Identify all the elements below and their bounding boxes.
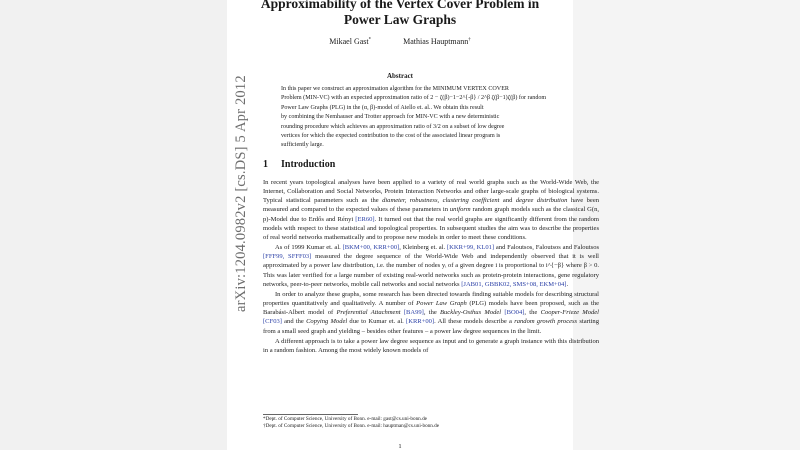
paragraph <box>263 290 599 336</box>
citation-link[interactable]: [CF03] <box>263 318 282 326</box>
text-run: and Faloutsos, Faloutsos and Faloutsos <box>494 244 600 252</box>
text-run: and <box>499 197 516 205</box>
section-title: Introduction <box>281 159 336 170</box>
text-run: measured the degree sequence of the World-Wide Web and independently observed that it is well approximated by a power law distribution, i.e. the number of nodes yᵢ of a given degree i is proportional to i^{−β} where β > 0. This was later verified for a large number of existing real-world networks such as protein-protein interactions, gene regulatory networks, peer-to-peer networks, mobile call networks and social networks <box>263 253 600 288</box>
author-1: Mikael Gast* <box>329 37 372 46</box>
paragraph <box>263 243 599 289</box>
emphasis-text: Cooper-Frieze Model <box>540 309 599 317</box>
citation-link[interactable]: [JAB01, GBBK02, SMS+08, EKM+04] <box>461 280 567 288</box>
text-run: starting from a small seed graph and yielding – besides other features – a power law degree sequences in the limit. <box>263 318 599 335</box>
section-heading <box>263 159 335 170</box>
text-run: . It turned out that the real world graphs are significantly different from the random models with respect to these statistical and topological properties. In subsequent studies the aim was to describe the properties of real world networks mathematically and to propose new models in order to meet these conditions. <box>263 215 599 241</box>
emphasis-text: diameter, robustness, clustering coefficient <box>382 197 500 205</box>
pdf-page <box>227 0 600 450</box>
text-run: . <box>566 280 569 288</box>
text-run: In order to analyze these graphs, some research has been directed towards finding suitable models for describing structural properties quantitatively and qualitatively. A number of <box>263 290 599 308</box>
text-run: As of 1999 Kumar et. al. <box>275 244 343 252</box>
text-run: , the <box>524 309 541 317</box>
abstract-line: sufficiently large. <box>281 142 324 149</box>
citation-link[interactable]: [KRR+00] <box>406 318 435 326</box>
abstract-line: rounding procedure which achieves an approximation ratio of 3/2 on a subset of low degree <box>281 123 505 130</box>
text-run: (PLG) models have been proposed, such as the Barabási-Albert model of <box>263 300 600 317</box>
text-run: , Kleinberg et. al. <box>399 244 447 252</box>
emphasis-text: Buckley-Osthus Model <box>440 309 502 317</box>
paragraph <box>263 178 599 242</box>
text-run: A different approach is to take a power law degree sequence as input and to generate a graph instance with this distribution in a random fashion. Among the most widely known models of <box>263 337 599 354</box>
citation-link[interactable]: [BO04] <box>504 309 525 317</box>
paper-title-line-2: Power Law Graphs <box>343 12 457 27</box>
citation-link[interactable]: [KKR+99, KL01] <box>446 244 495 252</box>
emphasis-text: Power Law Graph <box>416 300 467 308</box>
abstract-line: vertices for which the expected contribution to the cost of the associated linear program is <box>281 133 501 140</box>
abstract-line: by combining the Nemhauser and Trotter approach for MIN-VC with a new deterministic <box>281 114 500 121</box>
emphasis-text: random growth process <box>514 318 578 326</box>
abstract-heading: Abstract <box>386 72 414 80</box>
emphasis-text: degree distribution <box>515 197 568 205</box>
abstract-line: Problem (MIN-VC) with an expected approximation ratio of 2 − ζ(β)−1−2^{-β} / 2^β ζ(β−1)ζ(β) for random <box>281 95 547 102</box>
emphasis-text: uniform <box>449 206 471 214</box>
author-2: Mathias Hauptmann† <box>403 37 471 46</box>
paper-title-line-1: Approximability of the Vertex Cover Problem in <box>260 0 540 11</box>
right-margin <box>573 0 800 450</box>
abstract-line: In this paper we construct an approximation algorithm for the MINIMUM VERTEX COVER <box>281 86 509 92</box>
footnote-1: *Dept. of Computer Science, University of Bonn. e-mail: gast@cs.uni-bonn.de <box>263 416 427 422</box>
paragraph <box>263 337 599 355</box>
text-run: . All these models describe a <box>434 318 515 326</box>
citation-link[interactable]: [BA99] <box>403 309 424 317</box>
arxiv-watermark: arXiv:1204.0982v2 [cs.DS] 5 Apr 2012 <box>233 75 249 312</box>
citation-link[interactable]: [ER60] <box>355 215 375 223</box>
emphasis-text: Preferential Attachment <box>336 309 401 317</box>
citation-link[interactable]: [BKM+00, KRR+00] <box>342 244 400 252</box>
abstract-line: Power Law Graphs (PLG) in the (α, β)-model of Aiello et. al.. We obtain this result <box>281 104 484 111</box>
text-run: have been measured and compared to the expected values of these parameters in <box>263 197 599 214</box>
footnote-2: †Dept. of Computer Science, University of Bonn. e-mail: hauptman@cs.uni-bonn.de <box>263 423 440 429</box>
footnote-rule <box>263 414 358 415</box>
text-run: , the <box>423 309 441 317</box>
page-number: 1 <box>398 443 402 450</box>
text-run: and the <box>281 318 307 326</box>
text-run: random graph models such as the classical G(n, p)-Model due to Erdős and Rényi <box>263 206 599 223</box>
section-number: 1 <box>263 159 268 170</box>
emphasis-text: Copying Model <box>306 318 348 326</box>
abstract-text <box>281 85 571 151</box>
citation-link[interactable]: [FFF99, SFFF03] <box>263 253 312 261</box>
text-run: In recent years topological analyses have been applied to a variety of real world graphs such as the World-Wide Web, the Internet, Collaboration and Social Networks, Protein Interaction Networks and other large-scale graphs of biological systems. Typical statistical parameters such as the <box>263 179 599 205</box>
author-list <box>227 37 573 46</box>
intro-body <box>263 178 599 356</box>
text-run: due to Kumar et. al. <box>347 318 407 326</box>
